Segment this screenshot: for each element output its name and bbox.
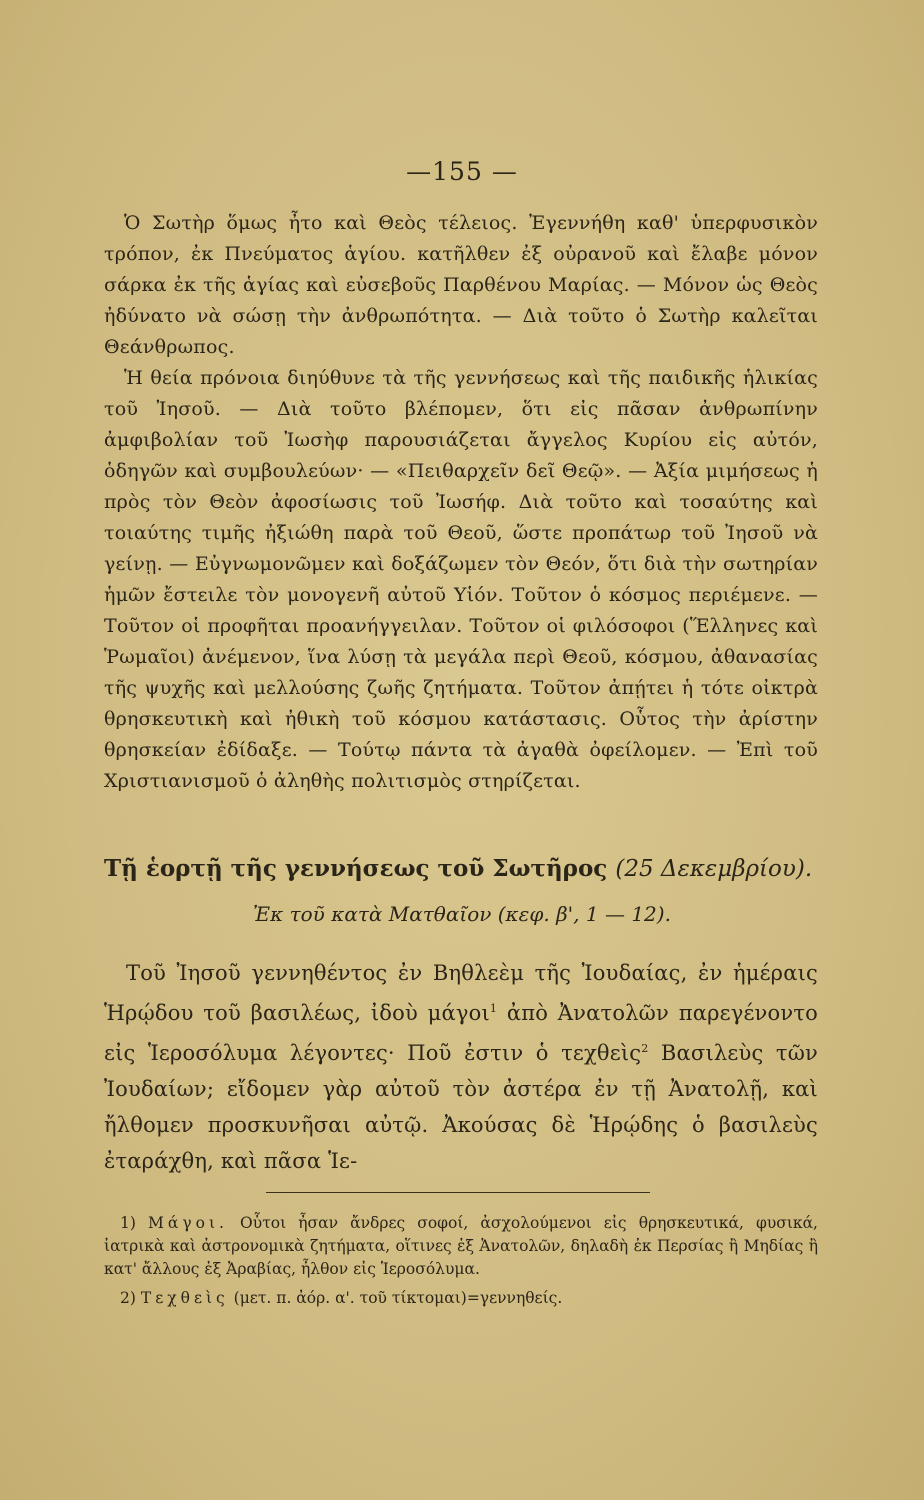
gospel-paragraph	[104, 955, 818, 1179]
footnote-1-marker: 1)	[120, 1214, 136, 1232]
footnote-divider	[266, 1192, 650, 1193]
section-heading	[104, 855, 820, 882]
footnote-ref-1: 1	[489, 1002, 498, 1015]
footnote-1-text: Οὗτοι ἦσαν ἄνδρες σοφοί, ἀσχολούμενοι εἰς θρησκευτικά, φυσικά, ἰατρικὰ καὶ ἀστρονομικὰ ζητήματα, οἵτινες ἐξ Ἀνατολῶν, δηλαδὴ ἐκ Περσίας ἢ Μηδίας ἢ κατ' ἄλλους ἐξ Ἀραβίας, ἦλθον εἰς Ἱεροσόλυμα.	[104, 1214, 818, 1278]
gospel-part-2: ἀπὸ Ἀνατολῶν παρεγένοντο εἰς Ἱεροσόλυμα λέγοντες· Ποῦ ἐστιν ὁ τεχθεὶς	[104, 1001, 818, 1065]
gospel-part-3: Βασιλεὺς τῶν Ἰουδαίων; εἴδομεν γὰρ αὐτοῦ τὸν ἀστέρα ἐν τῇ Ἀνατολῇ, καὶ ἤλθομεν προσκυνῆσαι αὐτῷ. Ἀκούσας δὲ Ἡρῴδης ὁ βασιλεὺς ἐταράχθη, καὶ πᾶσα Ἱε-	[104, 1041, 818, 1173]
section1	[104, 208, 818, 797]
paragraph-2: Ἡ θεία πρόνοια διηύθυνε τὰ τῆς γεννήσεως καὶ τῆς παιδικῆς ἡλικίας τοῦ Ἰησοῦ. — Διὰ τοῦτο βλέπομεν, ὅτι εἰς πᾶσαν ἀνθρωπίνην ἀμφιβολίαν τοῦ Ἰωσὴφ παρουσιάζεται ἄγγελος Κυρίου εἰς αὐτόν, ὁδηγῶν καὶ συμβουλεύων· — «Πειθαρχεῖν δεῖ Θεῷ». — Ἀξία μιμήσεως ἡ πρὸς τὸν Θεὸν ἀφοσίωσις τοῦ Ἰωσήφ. Διὰ τοῦτο καὶ τοσαύτης καὶ τοιαύτης τιμῆς ἠξιώθη παρὰ τοῦ Θεοῦ, ὥστε προπάτωρ τοῦ Ἰησοῦ νὰ γείνῃ. — Εὐγνωμονῶμεν καὶ δοξάζωμεν τὸν Θεόν, ὅτι διὰ τὴν σωτηρίαν ἡμῶν ἔστειλε τὸν μονογενῆ αὐτοῦ Υἱόν. Τοῦτον ὁ κόσμος περιέμενε. — Τοῦτον οἱ προφῆται προανήγγειλαν. Τοῦτον οἱ φιλόσοφοι (Ἕλληνες καὶ Ῥωμαῖοι) ἀνέμενον, ἵνα λύσῃ τὰ μεγάλα περὶ Θεοῦ, κόσμου, ἀθανασίας τῆς ψυχῆς καὶ μελλούσης ζωῆς ζητήματα. Τοῦτον ἀπῄτει ἡ τότε οἰκτρὰ θρησκευτικὴ καὶ ἠθικὴ τοῦ κόσμου κατάστασις. Οὗτος τὴν ἀρίστην θρησκείαν ἐδίδαξε. — Τούτῳ πάντα τὰ ἀγαθὰ ὀφείλομεν. — Ἐπὶ τοῦ Χριστιανισμοῦ ὁ ἀληθὴς πολιτισμὸς στηρίζεται.	[104, 367, 818, 792]
footnotes	[104, 1212, 818, 1310]
page-number: —155 —	[406, 157, 518, 186]
heading-title: Τῇ ἑορτῇ τῆς γεννήσεως τοῦ Σωτῆρος	[104, 855, 608, 882]
footnote-2-marker: 2)	[120, 1289, 136, 1307]
heading-date: (25 Δεκεμβρίου).	[615, 856, 813, 882]
footnote-2-term: Τεχθεὶς	[140, 1289, 229, 1307]
footnote-2-text: (μετ. π. ἀόρ. α'. τοῦ τίκτομαι)=γεννηθείς.	[228, 1289, 563, 1307]
footnote-2	[104, 1287, 818, 1310]
paragraph-1: Ὁ Σωτὴρ ὅμως ἦτο καὶ Θεὸς τέλειος. Ἐγεννήθη καθ' ὑπερφυσικὸν τρόπον, ἐκ Πνεύματος ἁγίου. κατῆλθεν ἐξ οὐρανοῦ καὶ ἔλαβε μόνον σάρκα ἐκ τῆς ἁγίας καὶ εὐσεβοῦς Παρθένου Μαρίας. — Μόνον ὡς Θεὸς ἠδύνατο νὰ σώσῃ τὴν ἀνθρωπότητα. — Διὰ τοῦτο ὁ Σωτὴρ καλεῖται Θεάνθρωπος.	[104, 212, 818, 358]
gospel-reference: Ἐκ τοῦ κατὰ Ματθαῖον (κεφ. β', 1 — 12).	[253, 902, 671, 926]
footnote-ref-2: 2	[641, 1042, 649, 1055]
gospel-part-1: Τοῦ Ἰησοῦ γεννηθέντος ἐν Βηθλεὲμ τῆς Ἰουδαίας, ἐν ἡμέραις Ἡρῴδου τοῦ βασιλέως, ἰδοὺ μάγοι	[104, 961, 818, 1025]
footnote-1-term: Μάγοι.	[148, 1214, 228, 1232]
footnote-1	[104, 1212, 818, 1281]
gospel-text	[104, 955, 818, 1179]
